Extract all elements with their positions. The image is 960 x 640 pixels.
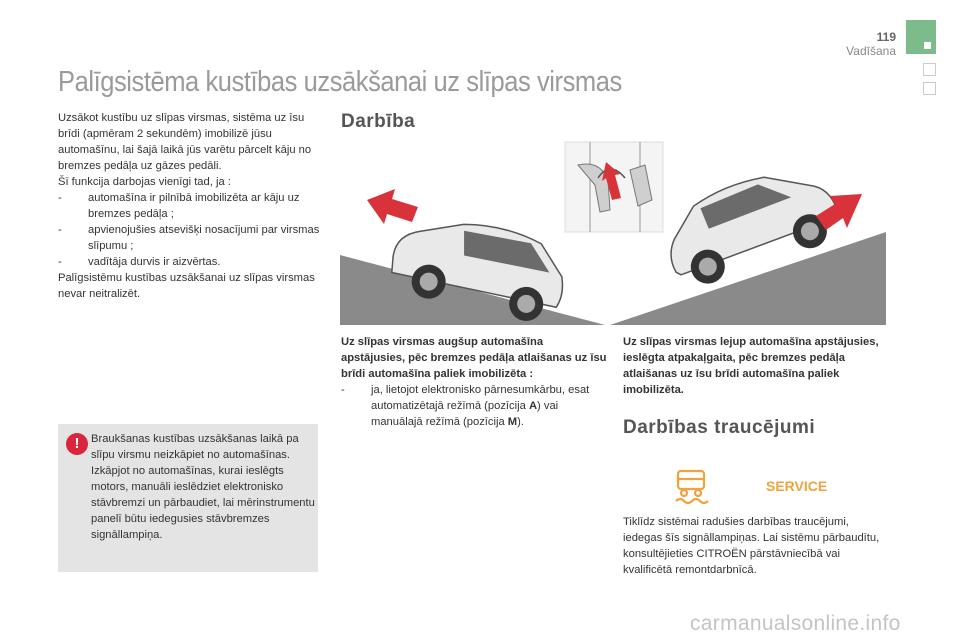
chapter-tab-active: [906, 20, 936, 54]
watermark: carmanualsonline.info: [690, 612, 901, 635]
downhill-caption: Uz slīpas virsmas lejup automašīna apstājusies, ieslēgta atpakaļgaita, pēc bremzes pedāļa atlaišanas uz īsu brīdi automašīna paliek imobilizēta.: [623, 336, 879, 396]
warning-text: [91, 431, 315, 543]
chapter-tab-inactive: [923, 63, 936, 76]
hill-assist-warning-icon: [676, 471, 708, 503]
faults-heading: Darbības traucējumi: [623, 417, 816, 438]
condition-item: - apvienojušies atsevišķi nosacījumi par virsmas slīpumu ;: [58, 224, 320, 252]
faults-text: Tiklīdz sistēmai radušies darbības traucējumi, iedegas šīs signāllampiņas. Lai sistēmu pārbaudītu, konsultējieties CITROËN pārstāvniecībā vai kvalificētā remontdarbnīcā.: [623, 516, 880, 576]
section-label: Vadīšana: [846, 44, 896, 58]
hill-start-illustration: [340, 140, 886, 325]
condition-item: - vadītāja durvis ir aizvērtas.: [58, 256, 221, 268]
page-number: 119: [876, 30, 896, 44]
warning-line: Braukšanas kustības uzsākšanas laikā pa slīpu virsmu neizkāpiet no automašīnas.: [91, 433, 299, 461]
warning-lamps: [670, 465, 830, 510]
intro-text: [58, 110, 320, 302]
page-title: Palīgsistēma kustības uzsākšanai uz slīpas virsmas: [58, 66, 622, 98]
intro-closing: Palīgsistēmu kustības uzsākšanai uz slīpas virsmas nevar neitralizēt.: [58, 272, 315, 300]
exclamation-icon: !: [66, 433, 88, 455]
service-icon: SERVICE: [766, 478, 828, 494]
mode-a: A: [528, 400, 538, 412]
uphill-caption-text: Uz slīpas virsmas augšup automašīna apstājusies, pēc bremzes pedāļa atlaišanas uz īsu brīdi automašīna paliek imobilizēta :: [341, 336, 607, 380]
operation-heading: Darbība: [341, 111, 416, 132]
conditions-intro: Šī funkcija darbojas vienīgi tad, ja :: [58, 176, 231, 188]
uphill-caption: [341, 334, 609, 430]
intro-paragraph: Uzsākot kustību uz slīpas virsmas, sistēma uz īsu brīdi (apmēram 2 sekundēm) imobilizē jūsu automašīnu, lai šajā laikā jūs varētu pārcelt kāju no bremzes pedāļa uz gāzes pedāli.: [58, 112, 312, 172]
uphill-arrow-icon: [367, 189, 418, 224]
warning-line: Izkāpjot no automašīnas, kurai ieslēgts motors, manuāli ieslēdziet elektronisko stāvbremzi un pārbaudiet, lai mērinstrumentu panelī būtu iedegusies stāvbremzes signāllampiņa.: [91, 465, 315, 541]
chapter-tab-inactive: [923, 82, 936, 95]
mode-m: M: [507, 416, 518, 428]
uphill-condition: - ja, lietojot elektronisko pārnesumkārbu, esat automatizētajā režīmā (pozīcija A) vai manuālajā režīmā (pozīcija M).: [341, 384, 590, 428]
condition-item: - automašīna ir pilnībā imobilizēta ar kāju uz bremzes pedāļa ;: [58, 192, 300, 220]
